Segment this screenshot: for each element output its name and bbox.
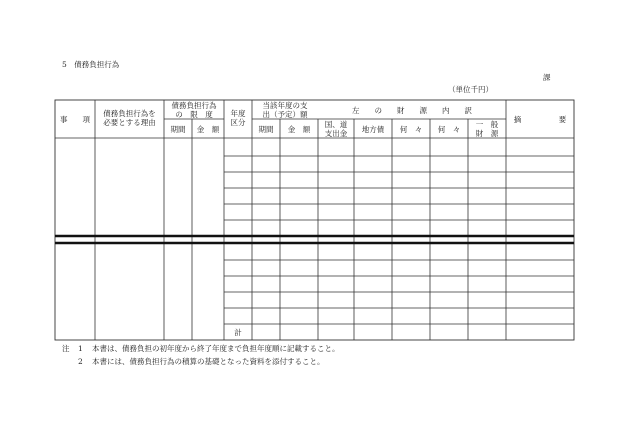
- header-remarks: 摘 要: [513, 115, 567, 124]
- header-limit-group: 債務負担行為 の 限 度: [171, 101, 217, 120]
- header-funding-local-bond: 地方債: [361, 125, 385, 134]
- header-year-class: 年度 区分: [230, 109, 246, 128]
- header-funding-other2: 何 々: [437, 125, 461, 134]
- unit-label: （単位千円）: [448, 85, 493, 94]
- header-limit-amount: 金 額: [196, 125, 220, 134]
- header-item: 事 項: [60, 115, 90, 124]
- header-expend-period: 期間: [258, 125, 274, 134]
- note-1-text: 本書は、債務負担の初年度から終了年度まで負担年度順に記載すること。: [92, 344, 340, 353]
- header-funding-other1: 何 々: [399, 125, 423, 134]
- note-1-number: 1: [78, 344, 83, 353]
- section-title: 5 債務負担行為: [62, 60, 120, 69]
- header-expend-group: 当該年度の支 出（予定）額: [262, 101, 308, 120]
- department-label: 課: [543, 73, 551, 82]
- header-funding-group: 左 の 財 源 内 訳: [352, 106, 472, 115]
- header-reason: 債務負担行為を 必要とする理由: [103, 109, 156, 128]
- header-limit-period: 期間: [170, 125, 186, 134]
- notes-label: 注: [62, 344, 70, 353]
- note-2-text: 本書には、債務負担行為の積算の基礎となった資料を添付すること。: [92, 357, 325, 366]
- header-expend-amount: 金 額: [287, 125, 311, 134]
- header-funding-national: 国、道 支出金: [324, 120, 348, 139]
- total-label: 計: [234, 328, 242, 337]
- header-funding-general: 一 般 財 源: [475, 120, 499, 139]
- note-2-number: 2: [78, 357, 83, 366]
